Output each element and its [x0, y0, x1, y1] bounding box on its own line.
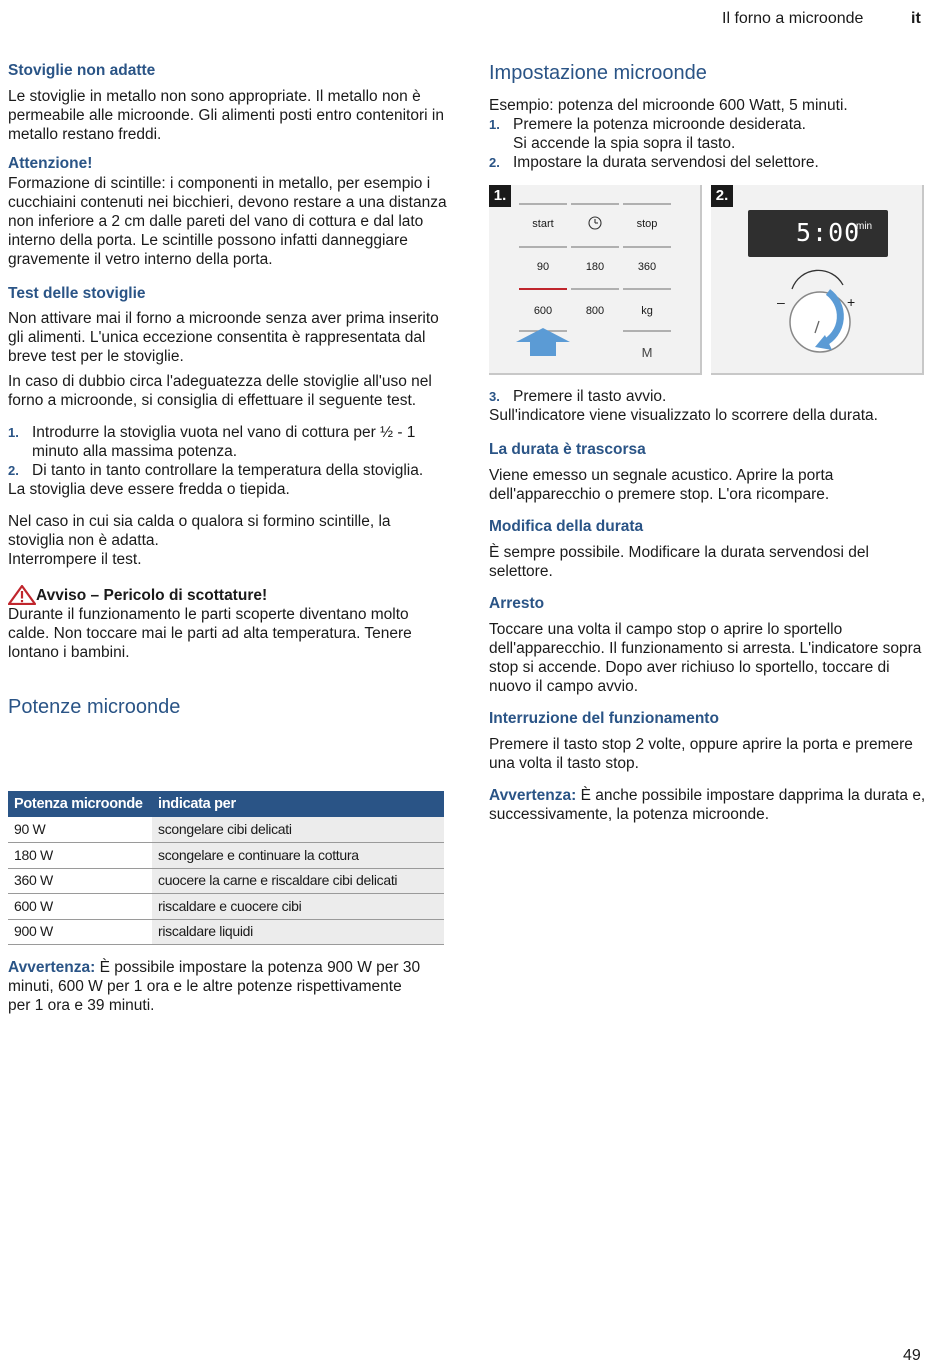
key-stop[interactable]: stop	[636, 218, 658, 230]
key-180[interactable]: 180	[585, 261, 605, 273]
step-text: Premere la potenza microonde desiderata.	[513, 116, 806, 133]
test-paragraph-3: La stoviglia deve essere fredda o tiepida.	[8, 481, 290, 498]
right-note	[489, 786, 929, 824]
figure-number: 2.	[711, 185, 733, 207]
table-row	[8, 894, 444, 920]
step-subtext: Si accende la spia sopra il tasto.	[513, 135, 736, 152]
example-text: Esempio: potenza del microonde 600 Watt, 5 minuti.	[489, 97, 848, 114]
subsection-text: Premere il tasto stop 2 volte, oppure aprire la porta e premere una volta il tasto stop.	[489, 736, 913, 772]
subsection-title: Interruzione del funzionamento	[489, 710, 719, 727]
step-text: Introdurre la stoviglia vuota nel vano di cottura per ½ - 1 minuto alla massima potenza.	[32, 424, 416, 460]
table-row	[8, 817, 444, 843]
table-cell: cuocere la carne e riscaldare cibi delicati	[152, 868, 444, 894]
key-m[interactable]: M	[641, 345, 653, 360]
table-cell: scongelare e continuare la cottura	[152, 843, 444, 869]
table-header-row	[8, 791, 444, 817]
left-column	[8, 61, 448, 719]
step-number: 1.	[8, 425, 19, 440]
display-time: 5:00	[796, 218, 861, 247]
test-paragraph-2: In caso di dubbio circa l'adeguatezza delle stoviglie all'uso nel forno a microonde, si consiglia di effettuare il seguente test.	[8, 373, 432, 409]
table-cell: 90 W	[8, 817, 152, 843]
right-column-continued	[489, 387, 929, 824]
figure-control-panel	[489, 185, 702, 375]
key-800[interactable]: 800	[585, 305, 605, 317]
step-number: 1.	[489, 117, 500, 132]
key-360[interactable]: 360	[637, 261, 657, 273]
attention-text: Formazione di scintille: i componenti in metallo, per esempio i cucchiaini contenuti nei bicchieri, devono restare a una distanza non inferiore a 2 cm dalle pareti del vano di cottura e dal lato interno della porta. Le scintille possono infatti danneggiare gravemente il vetro interno della porta.	[8, 175, 447, 268]
test-paragraph-5: Interrompere il test.	[8, 551, 142, 568]
list-item	[489, 153, 929, 172]
table-header-cell: Potenza microonde	[8, 791, 152, 817]
subsection-text: Viene emesso un segnale acustico. Aprire la porta dell'apparecchio o premere stop. L'ora ricompare.	[489, 467, 834, 503]
note-text: È possibile impostare la potenza 900 W per 30 minuti, 600 W per 1 ora e le altre potenze rispettivamente per 1 ora e 39 minuti.	[8, 959, 421, 1014]
step-text: Premere il tasto avvio.	[513, 388, 667, 405]
subsection-title: Arresto	[489, 595, 545, 612]
subsection-title: La durata è trascorsa	[489, 441, 646, 458]
key-start[interactable]: start	[532, 218, 554, 230]
header-language: it	[911, 10, 921, 27]
list-item	[8, 423, 448, 461]
step-number: 2.	[8, 463, 19, 478]
unsuitable-text: Le stoviglie in metallo non sono appropriate. Il metallo non è permeabile alle microonde. Gli alimenti posti entro contenitori in metallo restano freddi.	[8, 88, 444, 143]
table-cell: 180 W	[8, 843, 152, 869]
key-kg[interactable]: kg	[641, 305, 653, 317]
table-row	[8, 919, 444, 945]
test-paragraph-4: Nel caso in cui sia calda o qualora si formino scintille, la stoviglia non è adatta.	[8, 513, 391, 549]
page-number: 49	[903, 1347, 921, 1364]
note-label: Avvertenza:	[489, 787, 577, 804]
warning-title: Avviso – Pericolo di scottature!	[36, 586, 268, 604]
selector-graphic	[711, 185, 922, 373]
warning-heading	[8, 585, 448, 605]
table-row	[8, 868, 444, 894]
key-90[interactable]: 90	[536, 261, 550, 273]
right-column	[489, 61, 929, 172]
subsection-title: Modifica della durata	[489, 518, 644, 535]
list-item	[489, 115, 929, 153]
table-cell: scongelare cibi delicati	[152, 817, 444, 843]
warning-text: Durante il funzionamento le parti scoperte diventano molto calde. Non toccare mai le parti ad alta temperatura. Tenere lontano i bambini.	[8, 606, 412, 661]
table-cell: 900 W	[8, 919, 152, 945]
step-number: 2.	[489, 155, 500, 170]
note-text: È anche possibile impostare dapprima la durata e, successivamente, la potenza microonde.	[489, 787, 926, 823]
figure-number: 1.	[489, 185, 511, 207]
step-number: 3.	[489, 389, 500, 404]
section-title-powers: Potenze microonde	[8, 696, 181, 718]
warning-triangle-icon	[8, 585, 36, 605]
plus-sign: +	[847, 294, 856, 310]
list-item	[489, 387, 929, 406]
step-text: Impostare la durata servendosi del selettore.	[513, 154, 819, 171]
header-title: Il forno a microonde	[722, 10, 864, 27]
subsection-text: È sempre possibile. Modificare la durata servendosi del selettore.	[489, 544, 869, 580]
table-cell: riscaldare liquidi	[152, 919, 444, 945]
attention-title: Attenzione!	[8, 155, 93, 172]
section-title-unsuitable: Stoviglie non adatte	[8, 62, 156, 79]
table-row	[8, 843, 444, 869]
pointer-arrow-icon	[516, 328, 570, 356]
power-table	[8, 791, 444, 945]
subsection-text: Toccare una volta il campo stop o aprire lo sportello dell'apparecchio. Il funzionamento si arresta. L'indicatore sopra stop si accende. Dopo aver richiuso lo sportello, toccare di nuovo il campo avvio.	[489, 621, 922, 695]
display-unit: min	[856, 221, 873, 232]
step-subtext: Sull'indicatore viene visualizzato lo scorrere della durata.	[489, 407, 878, 424]
key-600[interactable]: 600	[533, 305, 553, 317]
clock-icon	[589, 217, 601, 229]
test-steps	[8, 423, 448, 480]
note-label: Avvertenza:	[8, 959, 96, 976]
table-cell: 360 W	[8, 868, 152, 894]
step-text: Di tanto in tanto controllare la temperatura della stoviglia.	[32, 462, 424, 479]
test-paragraph-1: Non attivare mai il forno a microonde senza aver prima inserito gli alimenti. L'unica eccezione consentita è rappresentata dal breve test per le stoviglie.	[8, 310, 439, 365]
table-header-cell: indicata per	[152, 791, 444, 817]
power-note	[8, 958, 428, 1015]
list-item	[8, 461, 448, 480]
section-title-settings: Impostazione microonde	[489, 62, 707, 84]
minus-sign: –	[777, 294, 785, 310]
figure-display-selector	[711, 185, 924, 375]
table-cell: riscaldare e cuocere cibi	[152, 894, 444, 920]
section-title-test: Test delle stoviglie	[8, 285, 146, 302]
table-cell: 600 W	[8, 894, 152, 920]
